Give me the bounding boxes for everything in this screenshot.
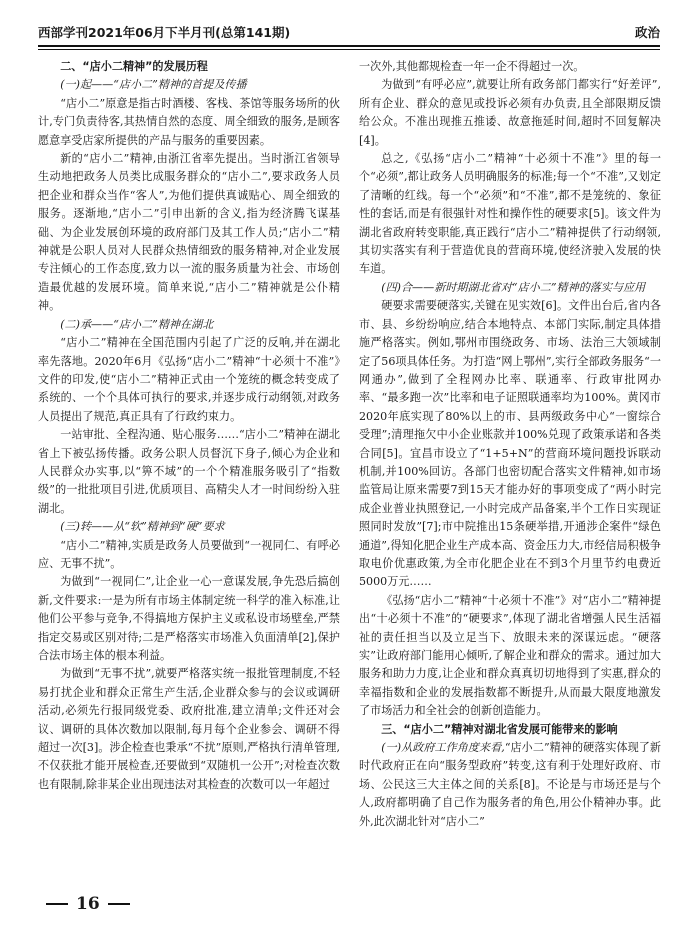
- footer-dash-left: [46, 903, 68, 905]
- paragraph: 为做到“无事不扰”,就要严格落实统一报批管理制度,不轻易打扰企业和群众正常生产生活,企业群众参与的会议或调研活动,必须先行报同级党委、政府批准,建立清单;文件还对会议、调研的具体次数加以限制,每月每个企业参会、调研不得超过一次[3]。涉企检查也秉承“不扰”原则,严格执行清单管理,不仅获批才能开展检查,还要做到“双随机一公开”;对检查次数也有限制,除非某企业出现违法对其检查的次数可以一年超过: [38, 667, 340, 791]
- paragraph-body: “店小二”精神的硬落实体现了新时代政府正在向“服务型政府”转变,这有利于处理好政府、市场、公民这三大主体之间的关系[8]。不论是与市场还是与个人,政府都明确了自己作为服务者的角色,用公仆精神办事。此外,此次湖北针对“店小二”: [359, 741, 661, 828]
- section-label: 政治: [634, 25, 660, 40]
- page-number: 16: [76, 894, 100, 914]
- paragraph: 《弘扬“店小二”精神“十必须十不准”》对“店小二”精神提出“十必须十不准”的“硬要求”,体现了湖北省增强人民生活福祉的责任担当以及立足当下、放眼未来的深谋远虑。“硬落实”让政府部门能用心倾听,了解企业和群众的需求。通过加大服务和助力力度,让企业和群众真真切切地得到了实惠,群众的幸福指数和企业的发展指数都不断提升,从而最大限度地激发了市场活力和全社会的创新创造能力。: [359, 593, 661, 718]
- paragraph: 总之,《弘扬“店小二”精神“十必须十不准”》里的每一个“必须”,都让政务人员明确服务的标准;每一个“不准”,又划定了清晰的红线。每一个“必须”和“不准”,都不是笼统的、象征性的套话,而是有很强针对性和操作性的硬要求[5]。该文件为湖北省政府转变职能,真正践行“店小二”精神提供了行动纲领,其切实落实有利于营造优良的营商环境,使经济驶入发展的快车道。: [359, 152, 661, 276]
- subheading-he: (四)合——新时期湖北省对“店小二”精神的落实与应用: [381, 280, 646, 294]
- paragraph: 为做到“有呼必应”,就要让所有政务部门都实行“好差评”,所有企业、群众的意见或投诉必须有办负责,且全部限期反馈给公众。不准出现推五推诿、故意拖延时间,超时不回复解决[4]。: [359, 78, 661, 147]
- paragraph: [359, 739, 661, 831]
- section-heading-two: 二、“店小二精神”的发展历程: [60, 60, 208, 73]
- page-header: [38, 22, 660, 42]
- paragraph: “店小二”原意是指古时酒楼、客栈、茶馆等服务场所的伙计,专门负责待客,其热情自然的态度、周全细致的服务,是顾客愿意享受店家所提供的产品与服务的重要因素。: [38, 96, 340, 147]
- paragraph-continued: 一次外,其他都规检查一年一企不得超过一次。: [359, 60, 585, 73]
- paragraph-lead: (一)从政府工作角度来看,: [381, 741, 505, 755]
- paragraph: 一站审批、全程沟通、贴心服务……“店小二”精神在湖北省上下被弘扬传播。政务公职人员督沉下身子,倾心为企业和人民群众办实事,以“箅不域”的一个个精准服务吸引了“指数级”的一批批项目引进,优质项目、高精尖人才一时间纷纷入驻湖北。: [38, 428, 340, 515]
- paragraph: “店小二”精神,实质是政务人员要做到“一视同仁、有呼必应、无事不扰”。: [38, 538, 340, 570]
- subheading-qi: (一)起——“店小二”精神的首提及传播: [60, 78, 247, 92]
- paragraph: 为做到“一视同仁”,让企业一心一意谋发展,争先恐后搞创新,文件要求:一是为所有市场主体制定统一科学的准入标准,让他们公平参与竞争,不得搞地方保护主义或私设市场壁垒,严禁指定交易或区别对待;二是严格落实市场准入负面清单[2],保护合法市场主体的根本利益。: [38, 575, 340, 662]
- section-heading-three: 三、“店小二”精神对湖北省发展可能带来的影响: [381, 722, 618, 736]
- right-column: [359, 58, 661, 870]
- page-footer: [38, 893, 138, 915]
- paragraph: “店小二”精神在全国范围内引起了广泛的反响,并在湖北率先落地。2020年6月《弘扬“店小二”精神“十必须十不准”》文件的印发,使“店小二”精神正式由一个笼统的概念转变成了系统的、一个个具体可执行的要求,并逐步成行动纲领,对政务人员提出了规范,真正具有了行政约束力。: [38, 336, 340, 423]
- subheading-zhuan: (三)转——从“软”精神到“硬”要求: [60, 520, 225, 534]
- header-rule-thin: [38, 49, 660, 50]
- journal-title: 西部学刊2021年06月下半月刊(总第141期): [38, 25, 291, 40]
- paragraph: 硬要求需要硬落实,关键在见实效[6]。文件出台后,省内各市、县、乡纷纷响应,结合本地特点、本部门实际,制定具体措施严格落实。例如,鄂州市围绕政务、市场、法治三大领域制定了56项具体任务。为打造“网上鄂州”,实行全部政务服务“一网通办”,做到了全程网办比率、联通率、行政审批网办率、“最多跑一次”比率和电子证照联通率均为100%。黄冈市2020年底实现了80%以上的市、县两级政务中心“一窗综合受理”;清理拖欠中小企业账款并100%兑现了政策承诺和各类合同[5]。宜昌市设立了“1+5+N”的营商环境问题投诉联动机制,并100%回访。各部门也密切配合落实文件精神,如市场监管局让原来需要7到15天才能办好的事项变成了“两小时完成企业普业执照登记,一小时完成产品备案,半个工作日实现证照同时发放”[7];市中院推出15条硬举措,开通涉企案件“绿色通道”,得知化肥企业生产成本高、资金压力大,市经信局积极争取电价优惠政策,为全市化肥企业在不到3个月里节约电费近5000万元……: [359, 299, 661, 589]
- header-rule-thick: [38, 45, 660, 47]
- subheading-cheng: (二)承——“店小二”精神在湖北: [60, 317, 214, 331]
- left-column: [38, 58, 340, 870]
- footer-dash-right: [108, 903, 130, 905]
- paragraph: 新的“店小二”精神,由浙江省率先提出。当时浙江省领导生动地把政务人员类比成服务群众的“店小二”,要求政务人员把企业和群众当作“客人”,为他们提供真诚贴心、周全细致的服务。逐渐地,“店小二”引申出新的含义,指为经济腾飞谋基础、为企业发展创环境的政府部门及其工作人员;“店小二”精神就是公职人员对人民群众热情细致的服务精神,对企业发展专注倾心的工作态度,致力以一流的服务质量为社会、市场创造最优越的发展环境。简单来说,“店小二”精神就是公仆精神。: [38, 152, 340, 313]
